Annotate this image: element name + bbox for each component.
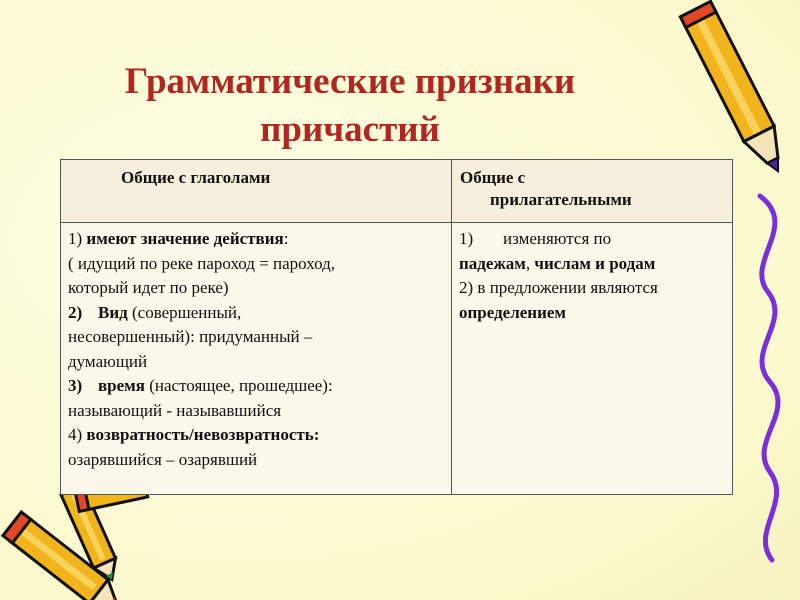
verbs-features-cell: 1) имеют значение действия: ( идущий по реке пароход = пароход, который идет по реке) 2) Вид (совершенный, несовершенный): придуманный – думающий 3) время (настоящее, прошедшее): называющий - называвшийся 4) возвратность/невозвратность: озарявшийся – озарявший [61,223,452,495]
page-title [100,58,600,154]
list-item: 2) в предложении являются [459,278,658,297]
adjectives-features-cell: 1) изменяются по падежам, числам и родам 2) в предложении являются определением [452,223,733,495]
features-table [60,159,733,495]
list-item: 1) изменяются по [459,229,612,248]
title-line-1: Грамматические признаки [124,61,576,102]
title-line-2: причастий [260,109,440,150]
pencil-icon [680,1,793,179]
list-item: 3) время (настоящее, прошедшее): [68,376,333,395]
header-verbs: Общие с глаголами [61,160,452,223]
list-item: 2) Вид (совершенный, [68,302,242,322]
list-item: 4) возвратность/невозвратность: [68,425,320,444]
example-text: который идет по реке) [68,278,229,297]
table-body-row [61,223,733,495]
example-text: ( идущий по реке пароход = пароход, [68,253,336,273]
table-header-row [61,160,733,223]
ribbon-icon [760,196,778,560]
header-adjectives: Общие с прилагательными [452,160,733,223]
list-item: 1) имеют значение действия: [68,229,289,248]
